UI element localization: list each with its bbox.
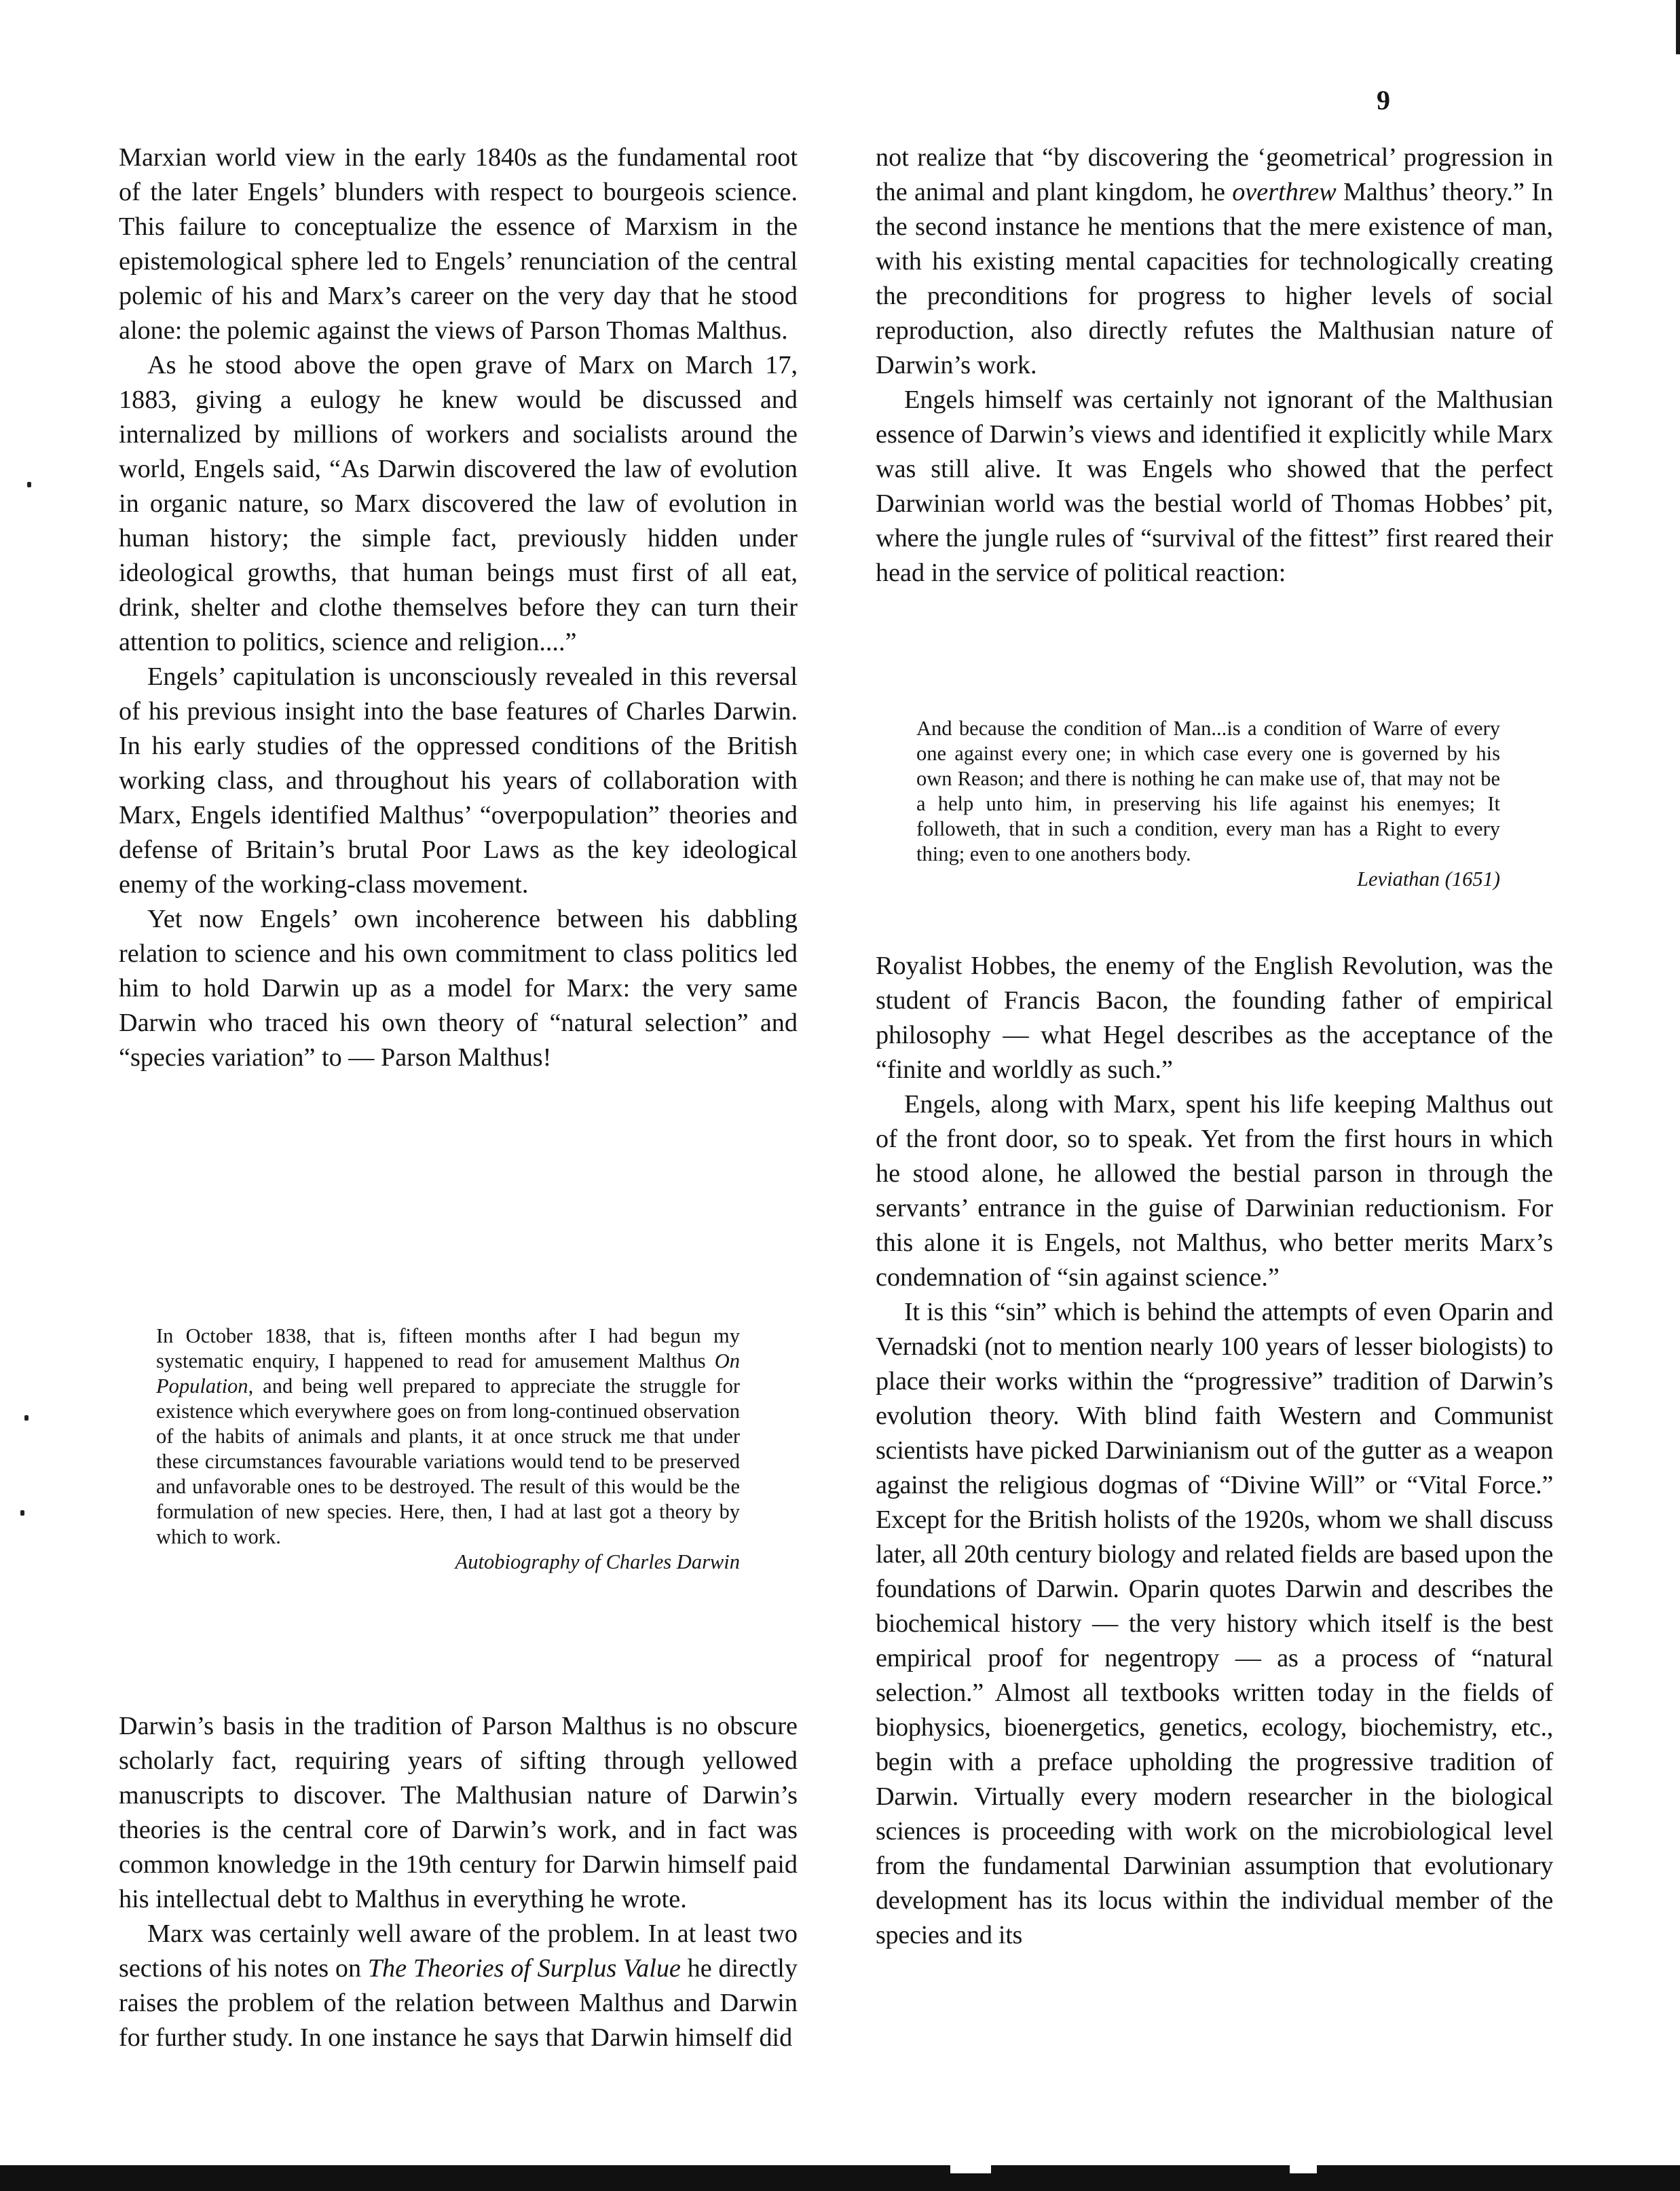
scan-speck	[27, 482, 31, 487]
hobbes-blockquote	[916, 716, 1500, 892]
right-column-lower	[876, 949, 1553, 1953]
page-number: 9	[1377, 85, 1390, 115]
right-paragraph-1-after: Malthus’ theory.” In the second instance he mentions that the mere existence of man, with his existing mental capacities for technologically creating the preconditions for progress to higher levels of social reproduction, also directly refutes the Malthusian nature of Darwin’s work.	[876, 178, 1554, 379]
left-lower-paragraph-2-before: Marx was certainly well aware of the problem. In at least two sections of his notes on	[119, 1920, 798, 1983]
left-paragraph-4: Yet now Engels’ own incoherence between his dabbling relation to science and his own commitment to class politics led him to hold Darwin up as a model for Marx: the very same Darwin who traced his own theory of “natural selection” and “species variation” to — Parson Malthus!	[119, 905, 798, 1072]
left-paragraph-1: Marxian world view in the early 1840s as the fundamental root of the later Engels’ blunders with respect to bourgeois science. This failure to conceptualize the essence of Marxism in the epistemological sphere led to Engels’ renunciation of the central polemic of his and Marx’s career on the very day that he stood alone: the polemic against the views of Parson Thomas Malthus.	[119, 143, 798, 345]
right-lower-paragraph-3: It is this “sin” which is behind the attempts of even Oparin and Vernadski (not to mention nearly 100 years of lesser biologists) to place their works within the “progressive” tradition of Darwin’s evolution theory. With blind faith Western and Communist scientists have picked Darwinianism out of the gutter as a weapon against the religious dogmas of “Divine Will” or “Vital Force.” Except for the British holists of the 1920s, whom we shall discuss later, all 20th century biology and related fields are based upon the foundations of Darwin. Oparin quotes Darwin and describes the biochemical history — the very history which itself is the best empirical proof for negentropy — as a process of “natural selection.” Almost all textbooks written today in the fields of biophysics, bioenergetics, genetics, ecology, biochemistry, etc., begin with a preface upholding the progressive tradition of Darwin. Virtually every modern researcher in the biological sciences is proceeding with work on the microbiological level from the fundamental Darwinian assumption that evolutionary development has its locus within the individual member of the species and its	[876, 1298, 1553, 1949]
left-lower-paragraph-1: Darwin’s basis in the tradition of Parson Malthus is no obscure scholarly fact, requiring years of sifting through yellowed manuscripts to discover. The Malthusian nature of Darwin’s theories is the central core of Darwin’s work, and in fact was common knowledge in the 19th century for Darwin himself paid his intellectual debt to Malthus in everything he wrote.	[119, 1712, 798, 1913]
hobbes-quote-source: Leviathan (1651)	[1357, 867, 1500, 891]
overthrew-emphasis: overthrew	[1232, 178, 1337, 206]
scan-bottom-edge	[0, 2165, 1680, 2191]
theories-title: The Theories of Surplus Value	[367, 1954, 681, 1983]
scan-speck	[24, 1415, 29, 1421]
right-column-upper	[876, 141, 1553, 591]
left-column-upper	[119, 141, 798, 1075]
darwin-quote-text-before: In October 1838, that is, fifteen months after I had begun my systematic enquiry, I happened to read for amusement Malthus	[156, 1324, 740, 1372]
right-lower-paragraph-2: Engels, along with Marx, spent his life keeping Malthus out of the front door, so to speak. Yet from the first hours in which he stood alone, he allowed the bestial parson in through the servants’ entrance in the guise of Darwinian reductionism. For this alone it is Engels, not Malthus, who better merits Marx’s condemnation of “sin against science.”	[876, 1090, 1553, 1292]
left-lower-paragraph-2	[119, 1917, 798, 2055]
darwin-quote-book-title: On Population	[156, 1349, 740, 1398]
scan-edge-gap	[950, 2165, 991, 2173]
left-column-lower	[119, 1709, 798, 2055]
right-paragraph-2: Engels himself was certainly not ignorant of the Malthusian essence of Darwin’s views and identified it explicitly while Marx was still alive. It was Engels who showed that the perfect Darwinian world was the bestial world of Thomas Hobbes’ pit, where the jungle rules of “survival of the fittest” first reared their head in the service of political reaction:	[876, 386, 1553, 587]
darwin-blockquote	[156, 1324, 740, 1575]
left-paragraph-3: Engels’ capitulation is unconsciously revealed in this reversal of his previous insight into the base features of Charles Darwin. In his early studies of the oppressed conditions of the British working class, and throughout his years of collaboration with Marx, Engels identified Malthus’ “overpopulation” theories and defense of Britain’s brutal Poor Laws as the key ideological enemy of the working-class movement.	[119, 662, 798, 899]
darwin-quote-text	[156, 1324, 740, 1550]
scan-edge-mark	[1676, 0, 1680, 54]
right-paragraph-1-before: not realize that “by discovering the ‘geometrical’ progression in the animal and plant kingdom, he	[876, 143, 1553, 206]
scan-speck	[20, 1510, 24, 1516]
darwin-quote-text-after: , and being well prepared to appreciate the struggle for existence which everywhere goes on from long-continued observation of the habits of animals and plants, it at once struck me that under these circumstances favourable variations would tend to be preserved and unfavorable ones to be destroyed. The result of this would be the formulation of new species. Here, then, I had at last got a theory by which to work.	[156, 1374, 740, 1548]
darwin-quote-source: Autobiography of Charles Darwin	[455, 1550, 740, 1573]
scan-edge-gap	[1290, 2165, 1317, 2173]
hobbes-quote-text: And because the condition of Man...is a condition of Warre of every one against every one; in which case every one is governed by his own Reason; and there is nothing he can make use of, that may not be a help unto him, in preserving his life against his enemyes; It followeth, that in such a condition, every man has a Right to every thing; even to one anothers body.	[916, 717, 1500, 865]
left-lower-paragraph-2-after: he directly raises the problem of the relation between Malthus and Darwin for further study. In one instance he says that Darwin himself did	[119, 1954, 798, 2052]
right-paragraph-1	[876, 141, 1553, 383]
left-paragraph-2: As he stood above the open grave of Marx on March 17, 1883, giving a eulogy he knew would be discussed and internalized by millions of workers and socialists around the world, Engels said, “As Darwin discovered the law of evolution in organic nature, so Marx discovered the law of evolution in human history; the simple fact, previously hidden under ideological growths, that human beings must first of all eat, drink, shelter and clothe themselves before they can turn their attention to politics, science and religion....”	[119, 351, 798, 656]
right-lower-paragraph-1: Royalist Hobbes, the enemy of the English Revolution, was the student of Francis Bacon, the founding father of empirical philosophy — what Hegel describes as the acceptance of the “finite and worldly as such.”	[876, 952, 1553, 1084]
